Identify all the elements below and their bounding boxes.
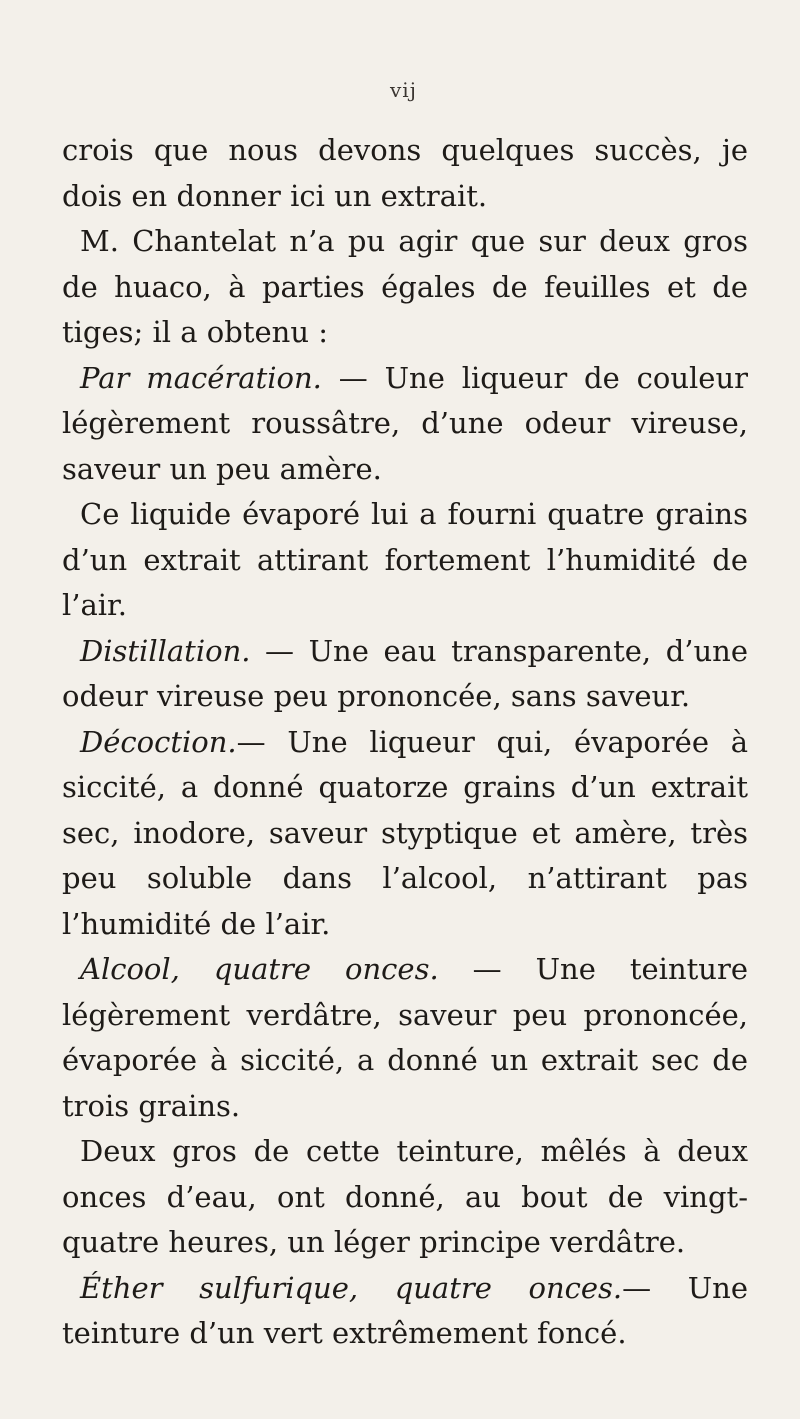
- paragraph-text: — Une teinture légèrement verdâtre, saveur peu prononcée, évaporée à siccité, a donné un extrait sec de trois grains.: [62, 952, 748, 1123]
- paragraph-ether: [62, 1266, 748, 1357]
- section-lead: Décoction.: [80, 724, 237, 759]
- paragraph-liquide-evapore: [62, 492, 748, 629]
- paragraph-distillation: [62, 629, 748, 720]
- section-lead: Éther sulfurique, quatre onces.: [80, 1270, 623, 1305]
- paragraph-text: — Une liqueur qui, évaporée à siccité, a donné quatorze grains d’un extrait sec, inodore, saveur styptique et amère, très peu soluble dans l’alcool, n’attirant pas l’humidité de l’air.: [62, 724, 748, 941]
- paragraph-deux-gros: [62, 1129, 748, 1266]
- text-body: [62, 128, 748, 1357]
- paragraph-text: Ce liquide évaporé lui a fourni quatre grains d’un extrait attirant fortement l’humidité de l’air.: [62, 497, 748, 622]
- paragraph-text: M. Chantelat n’a pu agir que sur deux gros de huaco, à parties égales de feuilles et de tiges; il a obtenu :: [62, 224, 748, 349]
- section-lead: Distillation.: [80, 633, 251, 668]
- paragraph-text: — Une eau transparente, d’une odeur vireuse peu prononcée, sans saveur.: [62, 633, 748, 713]
- section-lead: Alcool, quatre onces.: [80, 952, 439, 986]
- paragraph-text: crois que nous devons quelques succès, je dois en donner ici un extrait.: [62, 133, 748, 213]
- paragraph-continuation: [62, 128, 748, 219]
- paragraph-text: — Une teinture d’un vert extrêmement foncé.: [62, 1270, 748, 1350]
- paragraph-text: Deux gros de cette teinture, mêlés à deux onces d’eau, ont donné, au bout de vingt-quatre heures, un léger principe verdâtre.: [62, 1134, 748, 1259]
- paragraph-maceration: [62, 356, 748, 493]
- paragraph-decoction: [62, 720, 748, 948]
- paragraph-alcool: [62, 947, 748, 1129]
- section-lead: Par macération.: [80, 360, 322, 395]
- page-number: vij: [390, 78, 417, 102]
- paragraph-chantelat: [62, 219, 748, 356]
- paragraph-text: — Une liqueur de couleur légèrement roussâtre, d’une odeur vireuse, saveur un peu amère.: [62, 360, 748, 486]
